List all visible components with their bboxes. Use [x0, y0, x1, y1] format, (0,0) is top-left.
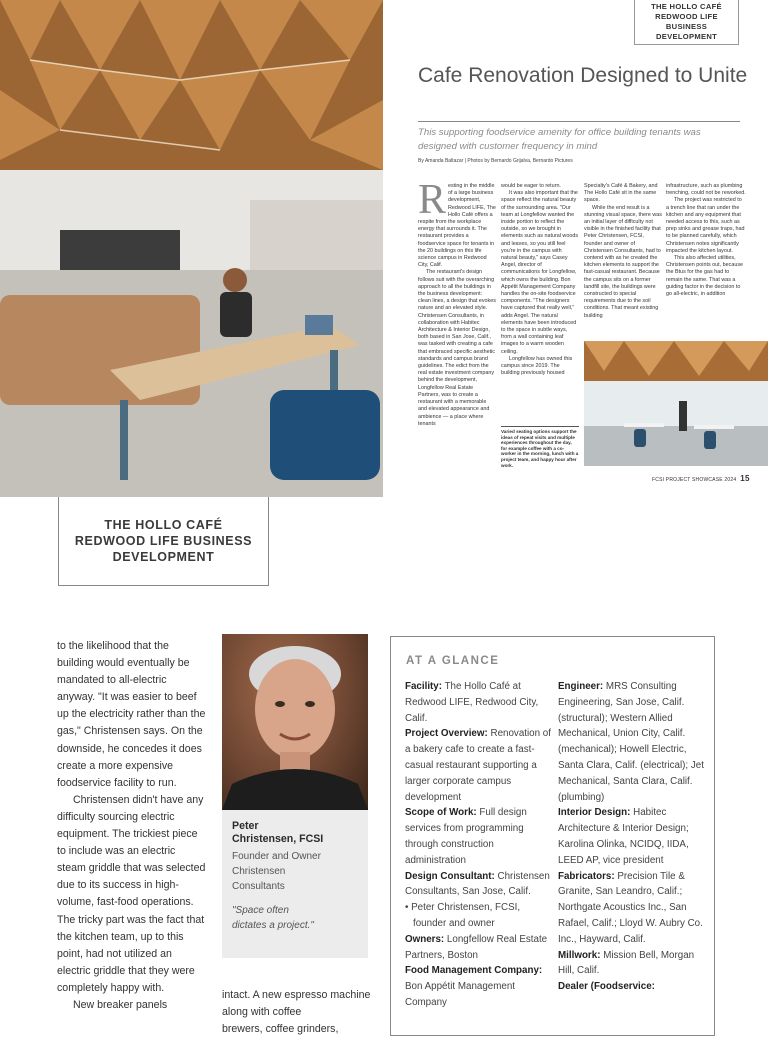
- glance-column-left: [405, 679, 555, 1011]
- glance-entry-text: Mission Bell, Morgan Hill, Calif.: [558, 949, 695, 977]
- glance-entry-label: Millwork:: [558, 949, 601, 961]
- page-number: 15: [740, 474, 750, 483]
- glance-entry-text: • Peter Christensen, FCSI, founder and owner: [405, 902, 521, 929]
- glance-entry-text: Longfellow Real Estate Partners, Boston: [405, 933, 548, 961]
- glance-entry-text: Full design services from programming through construction administration: [405, 807, 527, 866]
- page-footer: [652, 474, 750, 483]
- at-a-glance-box: [390, 636, 715, 1036]
- glance-entry: [405, 805, 555, 868]
- column-1-para-1: esting in the middle of a large business development, Redwood LIFE, The Hollo Café offers a respite from the workplace energy that surrounds it. The restaurant provides a foodservice space for tenants in the 20 buildings on this life science campus in Redwood City, Calif.: [418, 183, 496, 269]
- glance-entry-text: Renovation of a bakery cafe to create a fast-casual restaurant supporting a larger corporate campus development: [405, 728, 551, 803]
- glance-entry: [558, 869, 708, 948]
- body-para-1: to the likelihood that the building would eventually be mandated to all-electric anyway. "It was easier to beef up the electricity rather than the gas," Christensen says. On the downside, he concedes it does create a more expensive foodservice facility to run.: [57, 640, 206, 789]
- column-4-para-2: The project was restricted to a trench line that ran under the kitchen and any equipment that needed access to this, such as prep sinks and grease traps, had to be planned carefully, which Christensen notes significantly impacted the kitchen layout.: [666, 197, 745, 254]
- article-subhead: This supporting foodservice amenity for office building tenants was designed with customer frequency in mind: [418, 127, 701, 152]
- column-4-para-1: infrastructure, such as plumbing trenching, could not be reworked.: [666, 183, 746, 197]
- glance-entry: [405, 726, 555, 805]
- glance-entry-label: Design Consultant:: [405, 870, 495, 882]
- body-col2-line-2: brewers, coffee grinders,: [222, 1023, 339, 1036]
- footer-publication: FCSI PROJECT SHOWCASE 2024: [652, 477, 737, 483]
- cafe-seating-photo: [584, 341, 768, 466]
- glance-entry-text: Precision Tile & Granite, San Leandro, Calif.; Northgate Acoustics Inc., San Rafael, Calif.; Lloyd W. Aubry Co. Inc., Hayward, Calif.: [558, 870, 703, 945]
- glance-entry: [405, 963, 555, 1010]
- body-column-left: [57, 638, 207, 1014]
- column-1-para-2: The restaurant's design follows suit with the overarching approach to all the buildings in the business development: clean lines, a design that evokes nature and an elevated style. Christensen Consultants, in collaboration with Habitec Architecture & Interior Design, both based in San Jose, Calif., was tasked with creating a cafe that embraced specific aesthetic standards and campus brand guidelines. The edict from the real estate investment company behind the development, Longfellow Real Estate Partners, was to create a restaurant with a memorable and elevated appearance and ambience — a place where tenants: [418, 269, 496, 427]
- section-tag-bottom-text: THE HOLLO CAFÉ REDWOOD LIFE BUSINESS DEVELOPMENT: [74, 518, 253, 564]
- headline-rule: [418, 121, 740, 122]
- glance-entry-label: Engineer:: [558, 681, 604, 692]
- section-tag-bottom: [58, 497, 269, 586]
- glance-entry-label: Food Management Company:: [405, 965, 543, 977]
- peter-christensen-portrait: [222, 634, 368, 810]
- article-byline: By Amanda Baltazar | Photos by Bernardo Grijalva, Bernardo Pictures: [418, 158, 573, 164]
- bio-quote: "Space often dictates a project.": [232, 905, 314, 931]
- glance-entry-text: Bon Appétit Management Company: [405, 981, 516, 1008]
- glance-entry: [558, 948, 708, 980]
- bio-panel: [222, 810, 368, 958]
- glance-entry: [405, 932, 555, 964]
- glance-entry: [558, 679, 708, 805]
- bio-title: Founder and Owner Christensen Consultants: [232, 851, 321, 892]
- photo-caption: Varied seating options support the ideas of repeat visits and multiple experiences throughout the day, for example coffee with a co-worker in the morning, lunch with a project team, and happy hour after work.: [501, 426, 579, 468]
- glance-entry: [405, 900, 555, 932]
- column-4-para-3: This also affected utilities, Christensen points out, because the Btus for the gas had to remain the same. That was a guiding factor in the decision to go all-electric, in addition: [666, 255, 744, 298]
- column-2-para-2: It was also important that the space reflect the natural beauty of the surrounding area. "Our team at Longfellow wanted the inside portion to reflect the outside, so we brought in elements such as natural woods and leaves, so you still feel you're in the campus with natural beauty," says Casey Angel, director of communications for Longfellow, which owns the building. Bon Appétit Management Company handles the on-site foodservice components. "The designers have captured that really well," adds Angel. The natural elements have been introduced to the space in subtle ways, from a wall containing leaf images to a warm wooden ceiling.: [501, 190, 579, 355]
- column-3-para-1: Specialty's Café & Bakery, and The Hollo Café sit in the same space.: [584, 183, 658, 204]
- glance-entry-text: The Hollo Café at Redwood LIFE, Redwood City, Calif.: [405, 681, 539, 724]
- glance-entry: [558, 805, 708, 868]
- glance-entry-label: Scope of Work:: [405, 807, 477, 819]
- cafe-interior-photo: [0, 0, 383, 497]
- glance-entry-label: Dealer (Foodservice:: [558, 981, 655, 993]
- body-column-middle: [222, 987, 382, 1038]
- glance-entry-label: Facility:: [405, 681, 443, 692]
- glance-entry: [405, 679, 555, 726]
- column-3-para-2: While the end result is a stunning visual space, there was an initial layer of difficulty not visible in the finished facility that Peter Christensen, FCSI, founder and owner of Christensen Consultants, had to contend with as he created the kitchen elements to support the fast-casual restaurant. Because the campus sits on a former landfill site, the buildings were constructed to special requirements due to the soil conditions. That meant existing building: [584, 204, 662, 319]
- section-tag-top-text: THE HOLLO CAFÉ REDWOOD LIFE BUSINESS DEVELOPMENT: [651, 2, 722, 41]
- article-headline: Cafe Renovation Designed to Unite: [418, 64, 748, 87]
- glance-entry-label: Interior Design:: [558, 807, 631, 819]
- article-column-2: [501, 183, 579, 377]
- bio-name: Peter Christensen, FCSI: [232, 820, 324, 845]
- glance-entry-label: Project Overview:: [405, 728, 488, 740]
- column-2-para-3: Longfellow has owned this campus since 2019. The building previously housed: [501, 355, 573, 377]
- article-column-3: [584, 183, 662, 320]
- glance-entry-label: Owners:: [405, 933, 445, 945]
- glance-title: AT A GLANCE: [406, 655, 500, 667]
- glance-column-right: [558, 679, 708, 995]
- body-col2-line-1: intact. A new espresso machine along with coffee: [222, 989, 371, 1019]
- glance-entry-text: Habitec Architecture & Interior Design; Karolina Olinka, NCIDQ, IIDA, LEED AP, vice president: [558, 807, 689, 866]
- cafe-seating-illustration: [584, 341, 768, 466]
- glance-entry-text: MRS Consulting Engineering, San Jose, Calif. (structural); Western Allied Mechanical, Union City, Calif. (mechanical); Howell Electric, Santa Clara, Calif. (electrical); Jet Mechanical, Santa Clara, Calif. (plumbing): [558, 681, 704, 803]
- body-para-3: New breaker panels: [73, 998, 168, 1011]
- glance-entry-text: Christensen Consultants, San Jose, Calif.: [405, 870, 550, 898]
- glance-entry: [405, 869, 555, 901]
- cafe-interior-illustration: [0, 0, 383, 497]
- column-2-para-1: would be eager to return.: [501, 183, 561, 189]
- article-column-4: [666, 183, 746, 298]
- glance-entry: [558, 979, 708, 995]
- body-para-2: Christensen didn't have any difficulty sourcing electric equipment. The trickiest piece to include was an electric steam griddle that was selected due to its success in high-volume, fast-food operations. The tricky part was the fact that the kitchen team, up to this point, had not utilized an electric griddle that they were completely happy with.: [57, 793, 206, 994]
- section-tag-top: [634, 0, 739, 45]
- article-column-1: [418, 177, 496, 428]
- glance-entry-label: Fabricators:: [558, 870, 615, 882]
- drop-cap: R: [418, 177, 447, 223]
- portrait-illustration: [222, 634, 368, 810]
